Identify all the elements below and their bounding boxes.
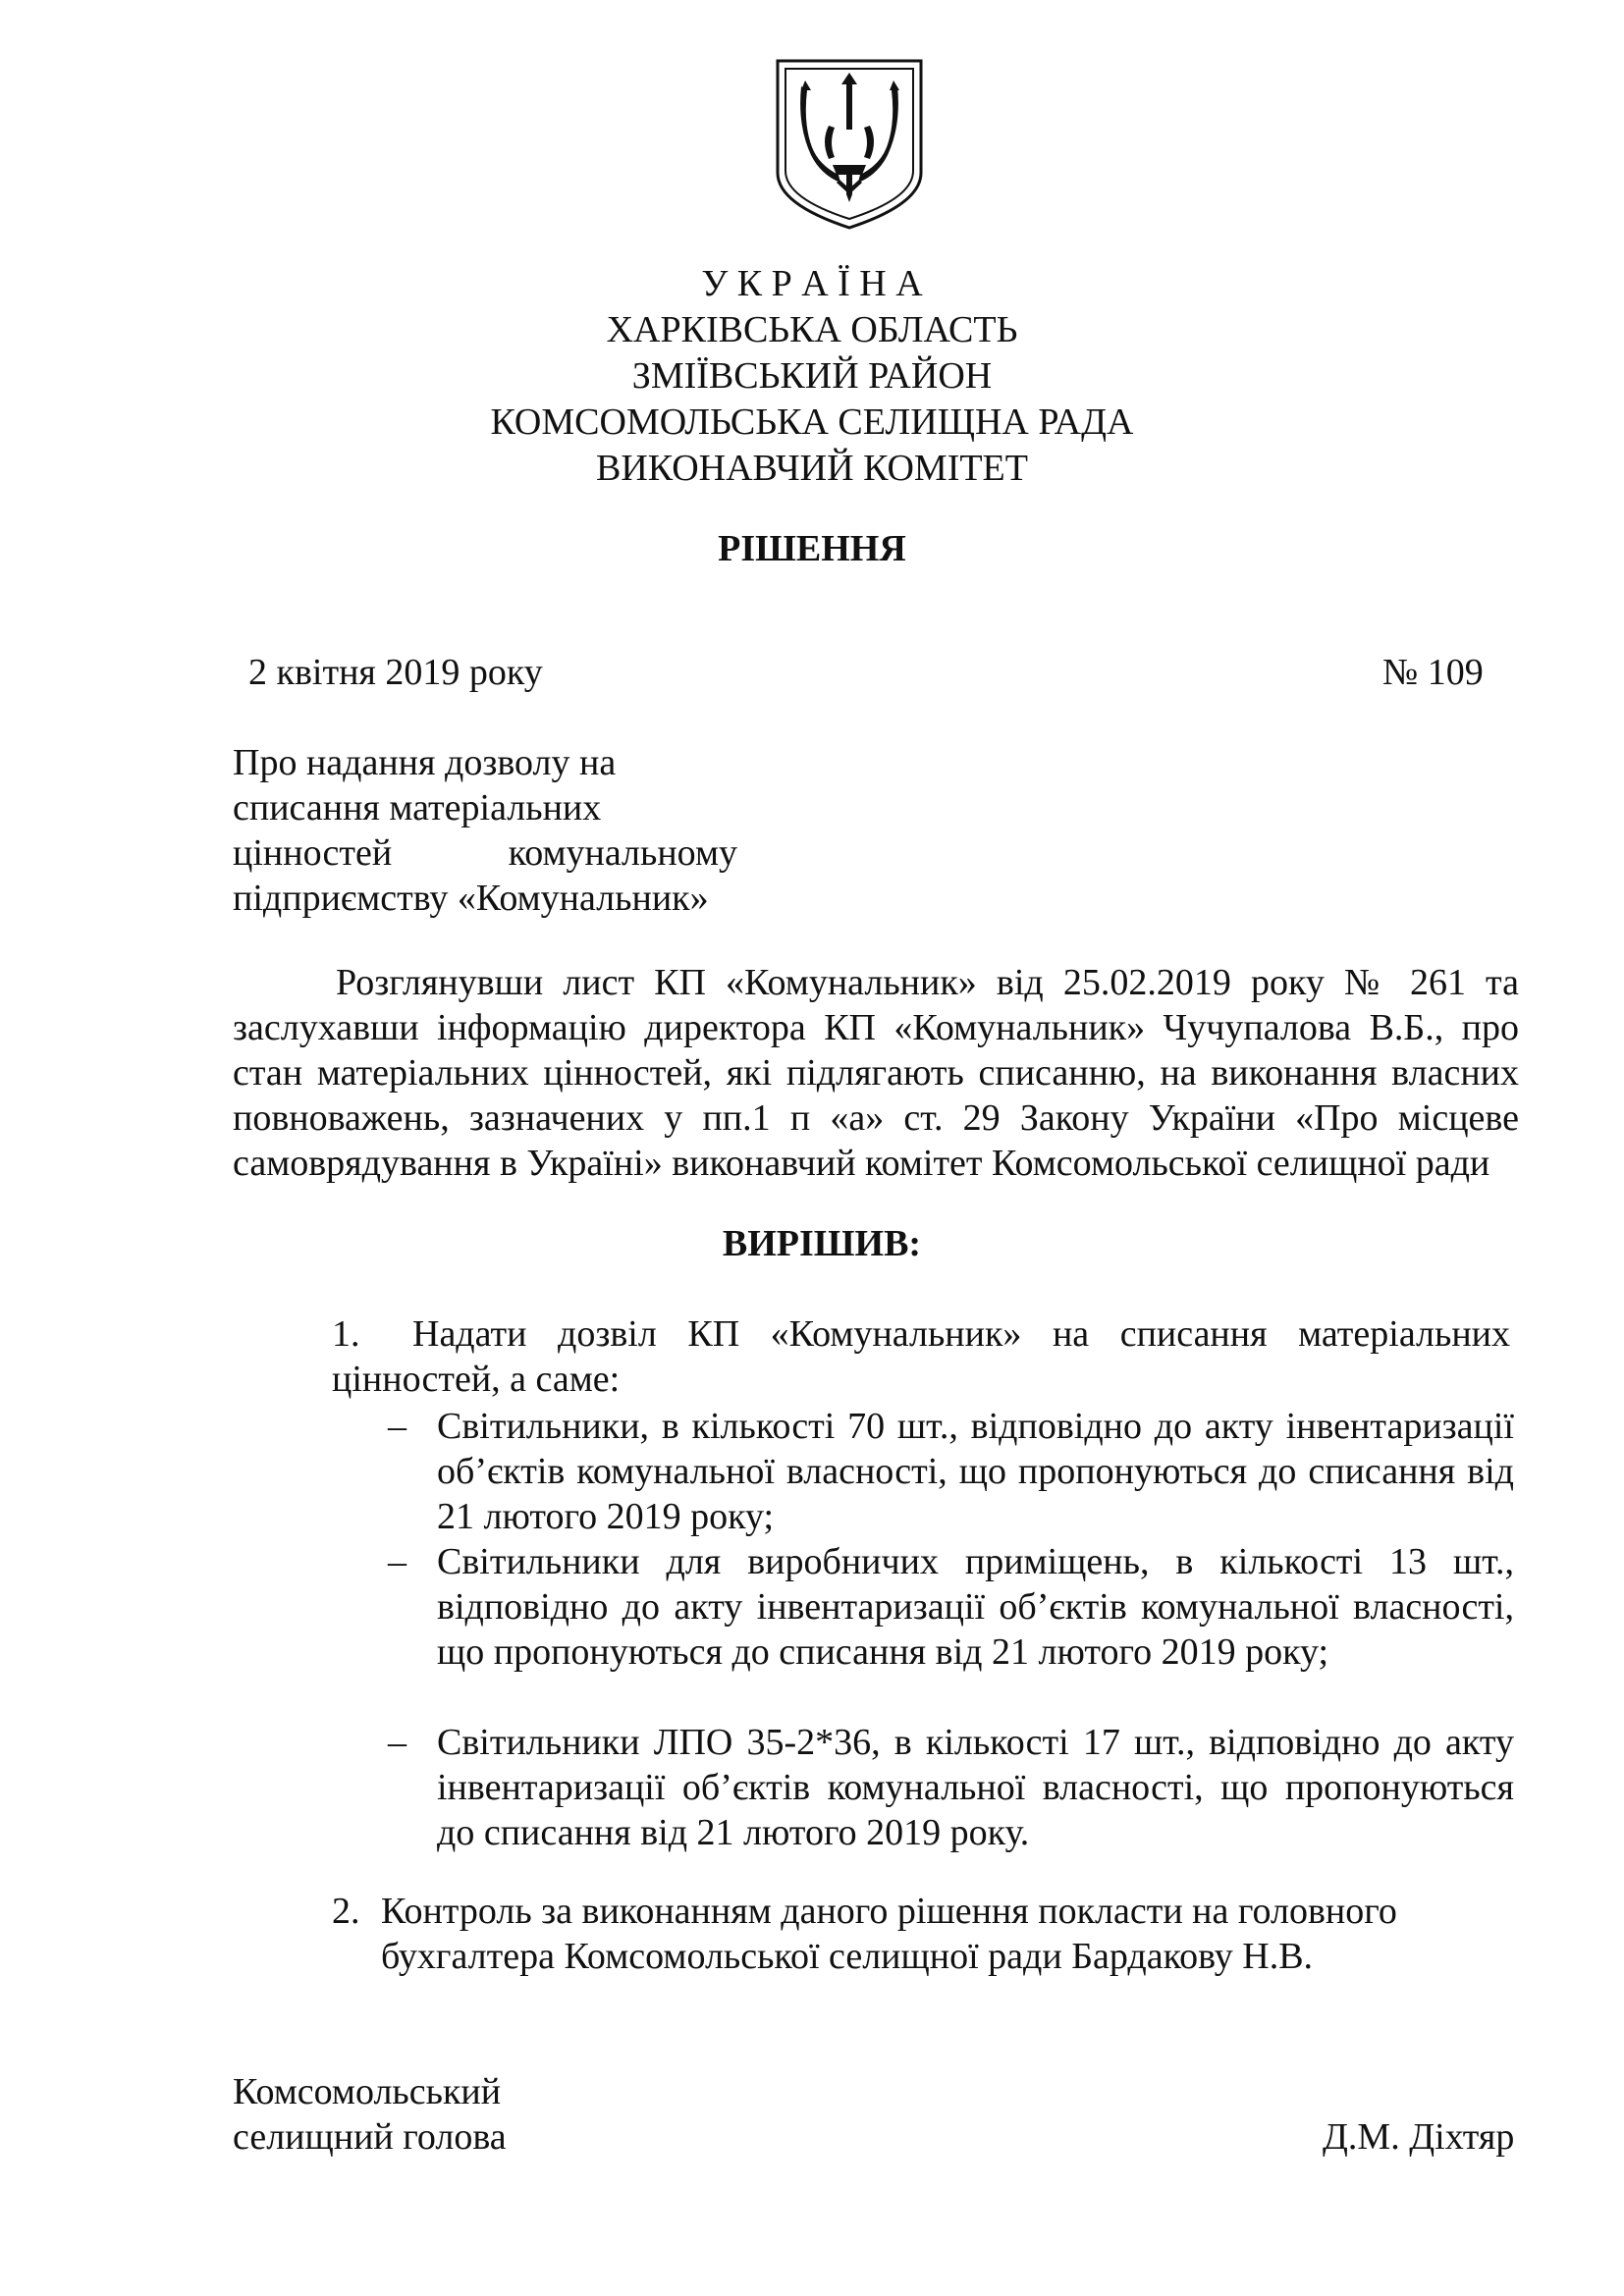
header-district: ЗМІЇВСЬКИЙ РАЙОН (631, 355, 993, 397)
signature-title-line-1: Комсомольський (233, 2071, 502, 2112)
list-item-text: Світильники, в кількості 70 шт., відповідно до акту інвентаризації об’єктів комунальної власності, що пропонуються до списання від 21 лютого 2019 року; (437, 1406, 1514, 1537)
item-1-number: 1. (332, 1313, 360, 1355)
list-item-text: Світильники ЛПО 35-2*36, в кількості 17 шт., відповідно до акту інвентаризації об’єктів комунальної власності, що пропонуються до списання від 21 лютого 2019 року. (437, 1722, 1514, 1853)
dash-marker: – (388, 1541, 406, 1582)
list-item (388, 1404, 1514, 1539)
subject-line-4: підприємству «Комунальник» (233, 878, 709, 919)
signature-name: Д.М. Діхтяр (1323, 2116, 1515, 2158)
signature-title (233, 2069, 507, 2160)
dash-marker: – (388, 1722, 406, 1763)
document-date: 2 квітня 2019 року (248, 652, 543, 693)
header-council: КОМСОМОЛЬСЬКА СЕЛИЩНА РАДА (490, 401, 1134, 443)
header-committee: ВИКОНАВЧИЙ КОМІТЕТ (596, 448, 1028, 489)
list-item (388, 1720, 1514, 1855)
subject-line-3b: комунальному (508, 832, 737, 874)
decided-heading: ВИРІШИВ: (722, 1223, 922, 1264)
subject-block (233, 740, 743, 921)
dash-marker: – (388, 1406, 406, 1447)
list-item (388, 1539, 1514, 1675)
header-region: ХАРКІВСЬКА ОБЛАСТЬ (606, 309, 1018, 350)
document-header (0, 261, 1624, 492)
signature-title-line-2: селищний голова (233, 2116, 507, 2158)
item-1-text: Надати дозвіл КП «Комунальник» на списання матеріальних цінностей, а саме: (332, 1313, 1510, 1400)
subject-line-2: списання матеріальних (233, 787, 602, 828)
subject-line-3 (233, 830, 737, 876)
preamble-paragraph: Розглянувши лист КП «Комунальник» від 25.02.2019 року № 261 та заслухавши інформацію директора КП «Комунальник» Чучупалова В.Б., про стан матеріальних цінностей, які підлягають списанню, на виконання власних повноважень, зазначених у пп.1 п «а» ст. 29 Закону України «Про місцеве самоврядування в Україні» виконавчий комітет Комсомольської селищної ради (233, 962, 1519, 1184)
trident-emblem (772, 57, 927, 232)
document-type: РІШЕННЯ (718, 528, 906, 569)
subject-line-1: Про надання дозволу на (233, 742, 617, 783)
list-item-text: Світильники для виробничих приміщень, в кількості 13 шт., відповідно до акту інвентаризації об’єктів комунальної власності, що пропонуються до списання від 21 лютого 2019 року; (437, 1541, 1514, 1673)
header-country: У К Р А Ї Н А (701, 263, 923, 304)
subject-line-3a: цінностей (233, 832, 393, 874)
item-2-number: 2. (332, 1891, 360, 1932)
item-2-text: Контроль за виконанням даного рішення покласти на головного бухгалтера Комсомольської селищної ради Бардакову Н.В. (381, 1891, 1397, 1977)
document-number: № 109 (1382, 652, 1484, 693)
